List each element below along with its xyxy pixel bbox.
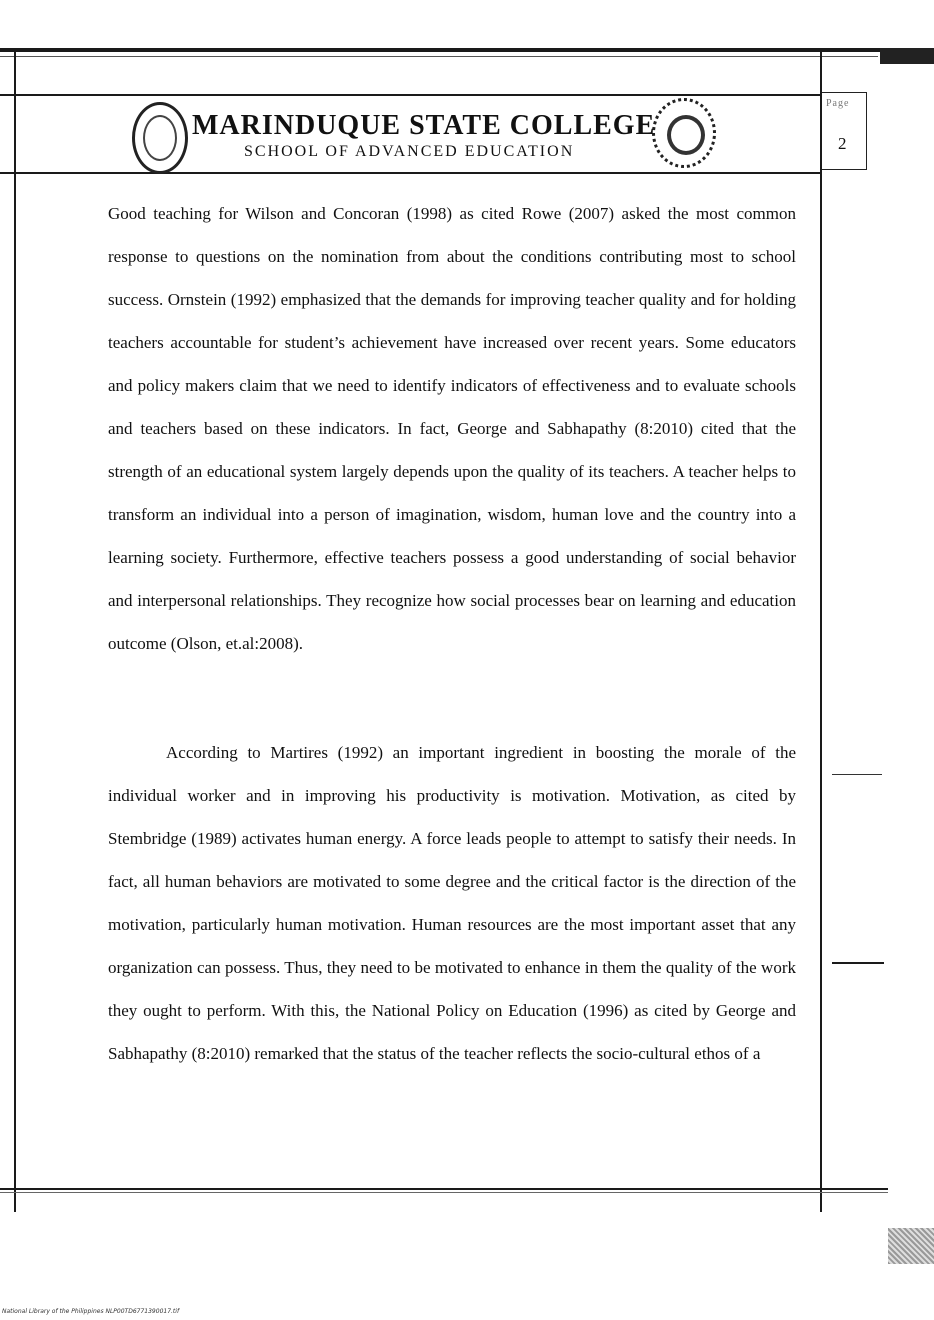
college-seal-icon xyxy=(132,102,188,174)
margin-mark xyxy=(832,962,884,964)
school-seal-icon xyxy=(652,98,716,168)
left-margin-border xyxy=(14,52,16,1212)
right-margin-border xyxy=(820,52,822,1212)
top-border-rule xyxy=(0,48,934,52)
scan-artifact-corner xyxy=(888,1228,934,1264)
footer-rule-thin xyxy=(0,1192,888,1193)
school-name: SCHOOL OF ADVANCED EDUCATION xyxy=(244,143,575,160)
page-number: 2 xyxy=(838,134,847,153)
top-border-rule-thin xyxy=(0,56,878,57)
page-label: Page xyxy=(826,98,850,109)
header-top-rule xyxy=(0,94,822,96)
body-paragraph-1: Good teaching for Wilson and Concoran (1998) as cited Rowe (2007) asked the most common response to questions on the nomination from about the conditions contributing most to school success. Ornstein (1992) emphasized that the demands for improving teacher quality and for holding teachers accountable for student’s achievement have increased over recent years. Some educators and policy makers claim that we need to identify indicators of effectiveness and to evaluate schools and teachers based on these indicators. In fact, George and Sabhapathy (8:2010) cited that the strength of an educational system largely depends upon the quality of its teachers. A teacher helps to transform an individual into a person of imagination, wisdom, human love and the country into a learning society. Furthermore, effective teachers possess a good understanding of social behavior and interpersonal relationships. They recognize how social processes bear on learning and education outcome (Olson, et.al:2008). xyxy=(108,204,796,653)
footer-rule xyxy=(0,1188,888,1190)
body-paragraph-2: According to Martires (1992) an important ingredient in boosting the morale of the individual worker and in improving his productivity is motivation. Motivation, as cited by Stembridge (1989) activates human energy. A force leads people to attempt to satisfy their needs. In fact, all human behaviors are motivated to some degree and the critical factor is the direction of the motivation, particularly human motivation. Human resources are the most important asset that any organization can possess. Thus, they need to be motivated to enhance in them the quality of the work they ought to perform. With this, the National Policy on Education (1996) as cited by George and Sabhapathy (8:2010) remarked that the status of the teacher reflects the socio-cultural ethos of a xyxy=(108,743,796,1063)
header-bottom-rule xyxy=(0,172,822,174)
margin-mark xyxy=(832,774,882,775)
scan-artifact xyxy=(880,48,934,64)
scan-footer-note: National Library of the Philippines NLP00TD6771390017.tif xyxy=(2,1308,180,1315)
college-name: MARINDUQUE STATE COLLEGE xyxy=(192,110,656,141)
